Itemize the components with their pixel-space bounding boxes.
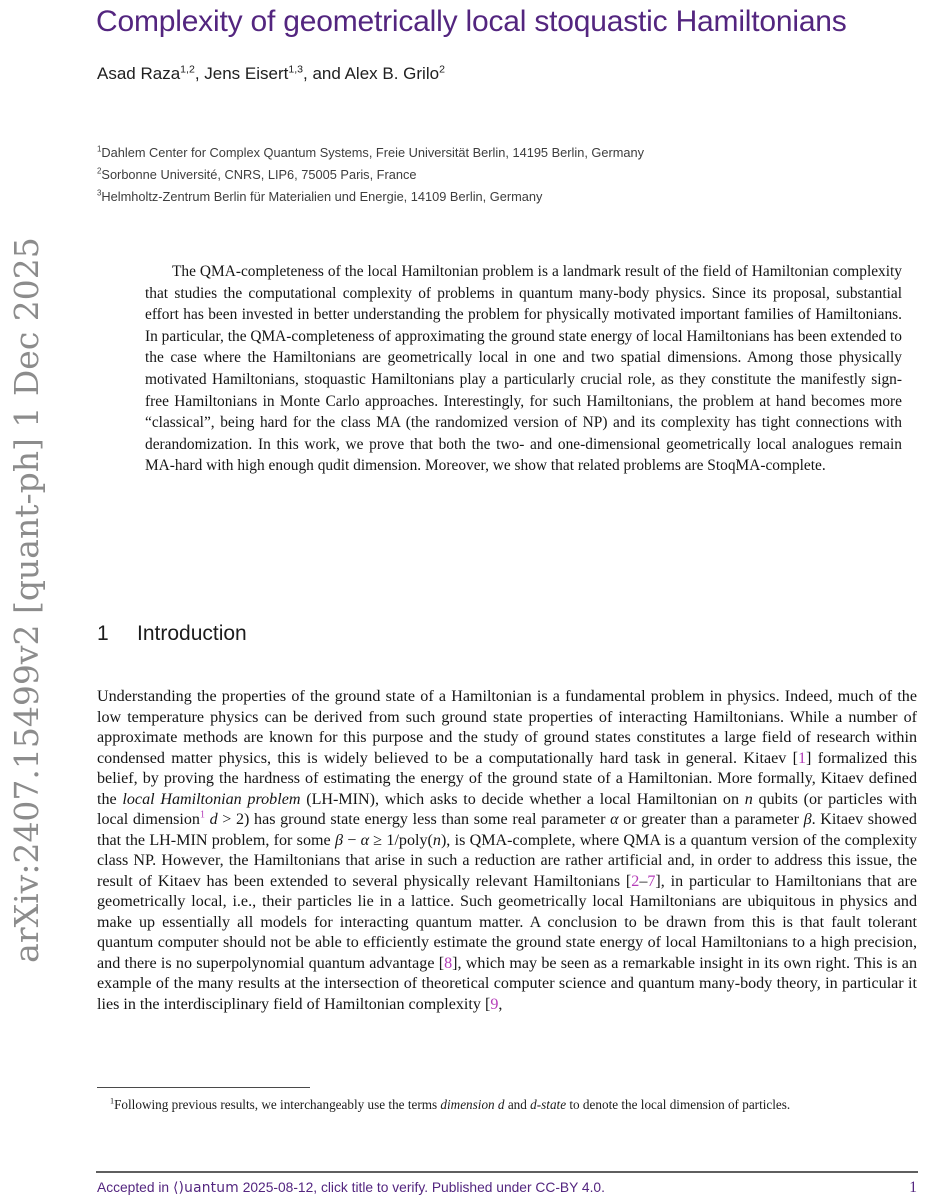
section-number: 1 (97, 622, 109, 645)
text-run: , (498, 995, 503, 1013)
text-run: – (639, 872, 648, 890)
affiliation-line (97, 164, 917, 186)
text-run: local Hamiltonian problem (122, 790, 301, 808)
text-run: > 2) has ground state energy less than some real parameter (217, 811, 611, 828)
page-footer (97, 1179, 917, 1197)
text-run: uantum (184, 1180, 239, 1196)
text-run: or greater than a parameter (618, 811, 804, 828)
affiliation-marker: 3 (97, 188, 102, 198)
text-run: α (360, 831, 370, 849)
text-run: 1,3 (288, 63, 303, 76)
text-run: α (610, 811, 619, 828)
text-run: β (334, 831, 343, 849)
affiliation-marker: 2 (97, 166, 102, 176)
text-run: Following previous results, we interchangeably use the terms (114, 1097, 441, 1112)
affiliation-list (97, 142, 917, 208)
text-run: dimension d (440, 1097, 505, 1112)
affiliation-text: Dahlem Center for Complex Quantum Systems, Freie Universität Berlin, 14195 Berlin, Germany (101, 145, 645, 160)
citation-link[interactable]: 2 (631, 872, 640, 890)
text-run: β (803, 811, 812, 828)
footnote-divider (97, 1087, 310, 1088)
affiliation-text: Sorbonne Université, CNRS, LIP6, 75005 Paris, France (101, 167, 417, 182)
text-run: , and Alex B. Grilo (303, 64, 440, 83)
text-run: ), is QMA-complete, where QMA is a quantum version of the complexity class NP. However, the Hamiltonians that arise in such a reduction are rather artificial and, in order to address this issue, the result of Kitaev has been extended to several physically relevant Hamiltonians [ (97, 831, 918, 890)
text-run: n (432, 831, 441, 849)
text-run: ) (178, 1180, 185, 1196)
text-run: Understanding the properties of the ground state of a Hamiltonian is a fundamental problem in physics. Indeed, much of the low temperature physics can be derived from such ground state properties of interacting Hamiltonians. While a number of approximate methods are known for this purpose and the study of ground states constitutes a large field of research within condensed matter physics, this is widely believed to be a computationally hard task in general. Kitaev [ (97, 688, 917, 767)
text-run: . Kitaev showed that the LH-MIN problem, for some (97, 811, 917, 849)
affiliation-line (97, 186, 917, 208)
text-run: n (744, 790, 753, 808)
text-run: qubits (or particles with local dimension (97, 790, 917, 828)
text-run: d-state (530, 1097, 567, 1112)
affiliation-line (97, 142, 917, 164)
text-run: , Jens Eisert (194, 64, 289, 83)
text-run: to denote the local dimension of particles. (566, 1097, 791, 1112)
section-heading-introduction (97, 622, 697, 646)
text-run: ≥ 1/poly( (369, 831, 433, 849)
abstract-text: The QMA-completeness of the local Hamiltonian problem is a landmark result of the field of Hamiltonian complexity that studies the computational complexity of problems in quantum many-body physics. Since its proposal, substantial effort has been invested in better understanding the problem for physically motivated important families of Hamiltonians. In particular, the QMA-completeness of approximating the ground state energy of local Hamiltonians has been extended to the case where the Hamiltonians are geometrically local in one and two spatial dimensions. Among those physically motivated Hamiltonians, stoquastic Hamiltonians play a particularly crucial role, as they constitute the manifestly sign-free Hamiltonians in Monte Carlo approaches. Interestingly, for such Hamiltonians, the problem at hand becomes more “classical”, being hard for the class MA (the randomized version of NP) and its complexity has tight connections with derandomization. In this work, we prove that both the two- and one-dimensional geometrically local analogues remain MA-hard with high enough qudit dimension. Moreover, we show that related problems are StoqMA-complete. (145, 263, 902, 475)
citation-link[interactable]: 7 (647, 872, 656, 890)
abstract (145, 261, 902, 477)
footnote-marker-link[interactable]: 1 (199, 809, 205, 821)
text-run: 2 (439, 63, 445, 76)
text-run: (LH-MIN), which asks to decide whether a local Hamiltonian on (300, 790, 745, 808)
paper-title[interactable]: Complexity of geometrically local stoquastic Hamiltonians (96, 5, 847, 38)
text-run: ⟨ (172, 1180, 179, 1196)
acceptance-note[interactable] (97, 1180, 605, 1196)
text-run: 1 (110, 1096, 115, 1106)
page-number: 1 (909, 1179, 917, 1196)
introduction-paragraph (97, 687, 917, 1015)
arxiv-watermark: arXiv:2407.15499v2 [quant-ph] 1 Dec 2025 (7, 237, 46, 963)
text-run: ], which may be seen as a remarkable insight in its own right. This is an example of the many results at the intersection of theoretical computer science and quantum many-body theory, in particular it lies in the interdisciplinary field of Hamiltonian complexity [ (97, 954, 917, 1013)
text-run: and (504, 1097, 531, 1112)
footer-divider (96, 1171, 918, 1173)
text-run: 1,2 (180, 63, 195, 76)
citation-link[interactable]: 8 (444, 954, 453, 972)
citation-link[interactable]: 9 (490, 995, 499, 1013)
text-run: 2025-08-12, click title to verify. Published under CC-BY 4.0. (238, 1180, 605, 1195)
text-run: d (209, 811, 218, 828)
text-run: ], in particular to Hamiltonians that are geometrically local, i.e., their particles lie in a lattice. Such geometrically local Hamiltonians are ubiquitous in physics and make up essentially all models for interacting quantum matter. A conclusion to be drawn from this is that fault tolerant quantum computer should not be able to efficiently estimate the ground state energy of local Hamiltonians to a high precision, and there is no superpolynomial quantum advantage [ (97, 872, 917, 972)
text-run: Asad Raza (97, 64, 181, 83)
footnote (97, 1096, 918, 1114)
text-run: ] formalized this belief, by proving the hardness of estimating the energy of the ground state of a Hamiltonian. More formally, Kitaev defined the (97, 749, 917, 808)
affiliation-text: Helmholtz-Zentrum Berlin für Materialien und Energie, 14109 Berlin, Germany (101, 189, 543, 204)
affiliation-marker: 1 (97, 144, 102, 154)
section-title: Introduction (137, 622, 247, 645)
text-run: − (342, 831, 361, 849)
author-list (97, 64, 917, 84)
text-run: Accepted in (97, 1180, 173, 1195)
citation-link[interactable]: 1 (797, 749, 807, 767)
